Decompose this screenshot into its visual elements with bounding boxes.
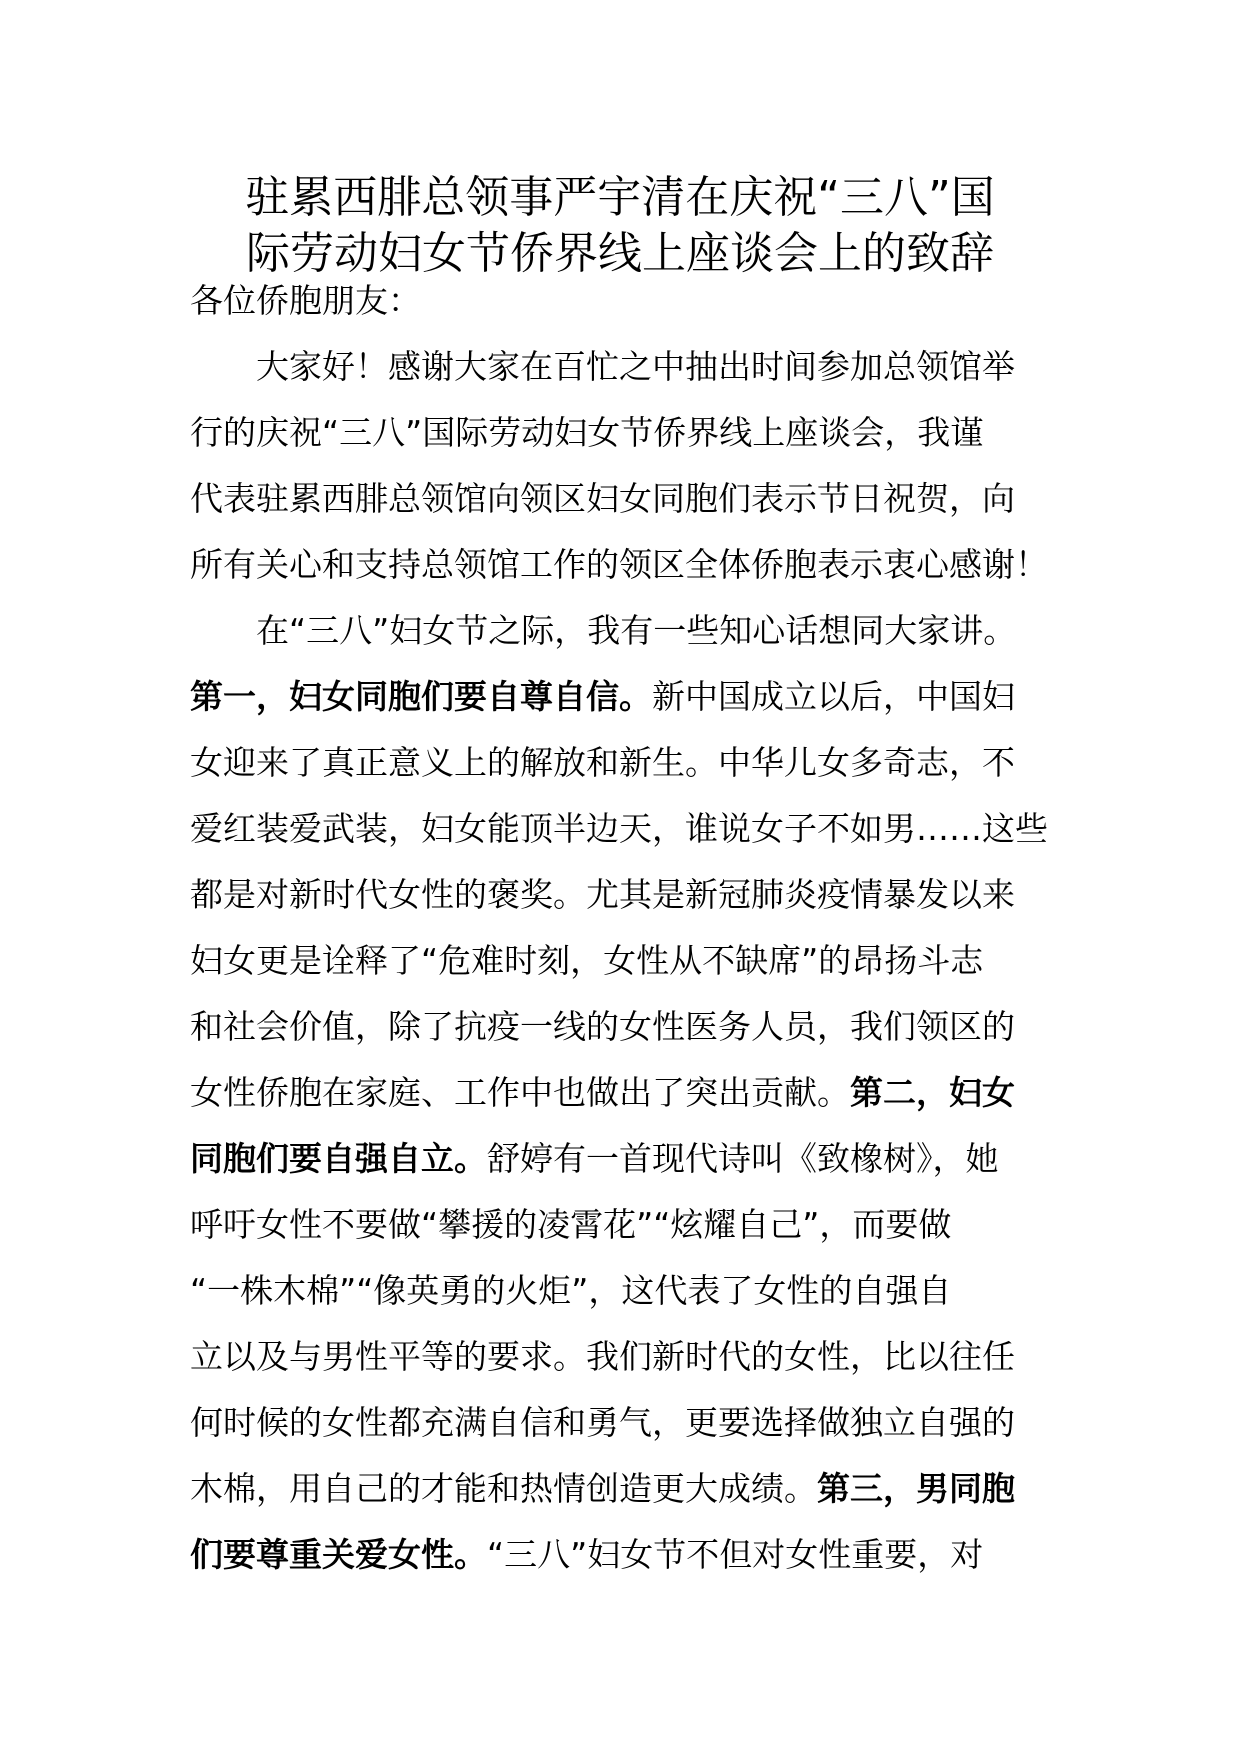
text-line: 在“三八”妇女节之际，我有一些知心话想同大家讲。 (256, 611, 1017, 650)
text-line: 大家好！感谢大家在百忙之中抽出时间参加总领馆举 (256, 347, 1015, 386)
title-line: 际劳动妇女节侨界线上座谈会上的致辞 (246, 228, 994, 279)
point-one-heading: 第一，妇女同胞们要自尊自信。 (190, 677, 652, 716)
text-line (190, 1522, 1070, 1588)
document-title (150, 170, 1090, 282)
text-line: 女迎来了真正意义上的解放和新生。中华儿女多奇志，不 (190, 743, 1015, 782)
text-line: 爱红装爱武装，妇女能顶半边天，谁说女子不如男……这些 (190, 809, 1048, 848)
paragraph-main (190, 598, 1070, 1588)
point-three-heading: 第三，男同胞 (817, 1469, 1015, 1508)
document-body (190, 268, 1070, 1588)
text-line (190, 1126, 1070, 1192)
text-line: 妇女更是诠释了“危难时刻，女性从不缺席”的昂扬斗志 (190, 941, 984, 980)
text-line: 代表驻累西腓总领馆向领区妇女同胞们表示节日祝贺，向 (190, 479, 1015, 518)
text-run: “三八”妇女节不但对女性重要，对 (487, 1535, 984, 1574)
title-line: 驻累西腓总领事严宇清在庆祝“三八”国 (245, 172, 995, 223)
text-line: 何时候的女性都充满自信和勇气，更要选择做独立自强的 (190, 1403, 1015, 1442)
text-run: 女性侨胞在家庭、工作中也做出了突出贡献。 (190, 1073, 850, 1112)
text-run: 木棉，用自己的才能和热情创造更大成绩。 (190, 1469, 817, 1508)
text-line: 都是对新时代女性的褒奖。尤其是新冠肺炎疫情暴发以来 (190, 875, 1015, 914)
text-line: 和社会价值，除了抗疫一线的女性医务人员，我们领区的 (190, 1007, 1015, 1046)
text-line: 呼吁女性不要做“攀援的凌霄花”“炫耀自己”，而要做 (190, 1205, 952, 1244)
text-line: 行的庆祝“三八”国际劳动妇女节侨界线上座谈会，我谨 (190, 413, 984, 452)
paragraph-greeting (190, 334, 1070, 598)
salutation: 各位侨胞朋友： (190, 281, 421, 320)
text-line (190, 1456, 1070, 1522)
text-line: “一株木棉”“像英勇的火炬”，这代表了女性的自强自 (190, 1271, 952, 1310)
point-two-heading-cont: 同胞们要自强自立。 (190, 1139, 487, 1178)
text-line (190, 664, 1070, 730)
point-three-heading-cont: 们要尊重关爱女性。 (190, 1535, 487, 1574)
text-run: 新中国成立以后，中国妇 (652, 677, 1015, 716)
point-two-heading: 第二，妇女 (850, 1073, 1015, 1112)
text-run: 舒婷有一首现代诗叫《致橡树》，她 (487, 1139, 999, 1178)
text-line (190, 1060, 1070, 1126)
text-line: 所有关心和支持总领馆工作的领区全体侨胞表示衷心感谢！ (190, 545, 1048, 584)
text-line: 立以及与男性平等的要求。我们新时代的女性，比以往任 (190, 1337, 1015, 1376)
